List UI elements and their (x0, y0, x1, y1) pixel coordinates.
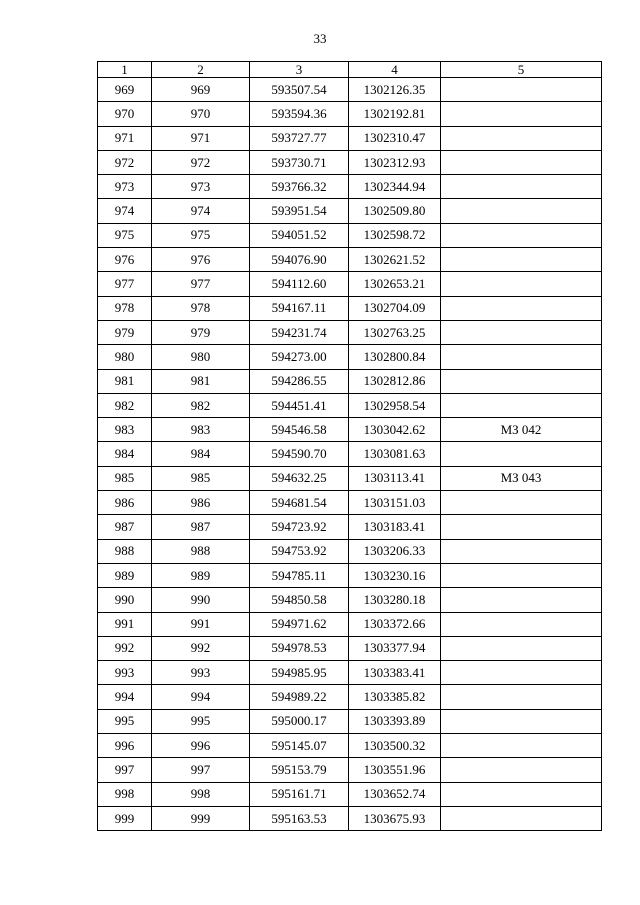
cell-point-number: 999 (98, 806, 152, 830)
table-row (98, 685, 602, 709)
cell-note (441, 661, 602, 685)
cell-point-id: 970 (152, 102, 250, 126)
cell-note (441, 636, 602, 660)
cell-point-number: 973 (98, 175, 152, 199)
cell-point-number: 971 (98, 126, 152, 150)
cell-y-coordinate: 1303081.63 (349, 442, 441, 466)
cell-point-number: 989 (98, 563, 152, 587)
table-row (98, 734, 602, 758)
cell-point-id: 996 (152, 734, 250, 758)
cell-y-coordinate: 1302621.52 (349, 248, 441, 272)
table-header (98, 62, 602, 78)
cell-point-id: 969 (152, 78, 250, 102)
cell-y-coordinate: 1303675.93 (349, 806, 441, 830)
table-row (98, 515, 602, 539)
table-row (98, 636, 602, 660)
table-row (98, 345, 602, 369)
cell-point-number: 986 (98, 491, 152, 515)
cell-point-id: 986 (152, 491, 250, 515)
cell-point-number: 985 (98, 466, 152, 490)
header-col-4: 4 (349, 62, 441, 78)
cell-point-number: 987 (98, 515, 152, 539)
cell-point-id: 981 (152, 369, 250, 393)
cell-x-coordinate: 594753.92 (250, 539, 349, 563)
table-row (98, 466, 602, 490)
cell-point-number: 972 (98, 150, 152, 174)
cell-point-number: 988 (98, 539, 152, 563)
cell-note (441, 393, 602, 417)
cell-y-coordinate: 1303385.82 (349, 685, 441, 709)
table-row (98, 588, 602, 612)
cell-note (441, 369, 602, 393)
cell-note (441, 102, 602, 126)
cell-x-coordinate: 595145.07 (250, 734, 349, 758)
table-row (98, 709, 602, 733)
cell-point-id: 985 (152, 466, 250, 490)
table-row (98, 223, 602, 247)
cell-note (441, 782, 602, 806)
cell-point-id: 997 (152, 758, 250, 782)
cell-note (441, 758, 602, 782)
cell-x-coordinate: 594590.70 (250, 442, 349, 466)
cell-point-number: 975 (98, 223, 152, 247)
cell-note (441, 296, 602, 320)
cell-point-id: 999 (152, 806, 250, 830)
cell-point-id: 993 (152, 661, 250, 685)
cell-x-coordinate: 594632.25 (250, 466, 349, 490)
cell-point-id: 988 (152, 539, 250, 563)
cell-note (441, 709, 602, 733)
table-row (98, 248, 602, 272)
cell-note (441, 248, 602, 272)
cell-point-id: 987 (152, 515, 250, 539)
table-row (98, 369, 602, 393)
table-row (98, 199, 602, 223)
cell-x-coordinate: 593951.54 (250, 199, 349, 223)
cell-point-id: 989 (152, 563, 250, 587)
cell-y-coordinate: 1303551.96 (349, 758, 441, 782)
cell-x-coordinate: 594451.41 (250, 393, 349, 417)
cell-point-id: 979 (152, 320, 250, 344)
cell-note (441, 563, 602, 587)
cell-point-number: 997 (98, 758, 152, 782)
cell-x-coordinate: 594785.11 (250, 563, 349, 587)
cell-note: МЗ 042 (441, 418, 602, 442)
cell-note (441, 78, 602, 102)
cell-point-id: 978 (152, 296, 250, 320)
cell-point-id: 973 (152, 175, 250, 199)
cell-x-coordinate: 595153.79 (250, 758, 349, 782)
cell-x-coordinate: 593766.32 (250, 175, 349, 199)
cell-point-number: 990 (98, 588, 152, 612)
cell-y-coordinate: 1302312.93 (349, 150, 441, 174)
cell-y-coordinate: 1302653.21 (349, 272, 441, 296)
cell-note (441, 806, 602, 830)
cell-point-number: 970 (98, 102, 152, 126)
cell-note (441, 199, 602, 223)
cell-x-coordinate: 593730.71 (250, 150, 349, 174)
cell-point-id: 977 (152, 272, 250, 296)
cell-point-number: 991 (98, 612, 152, 636)
table-row (98, 806, 602, 830)
table-row (98, 758, 602, 782)
cell-point-number: 984 (98, 442, 152, 466)
table-row (98, 661, 602, 685)
table-row (98, 442, 602, 466)
table-row (98, 126, 602, 150)
header-row (98, 62, 602, 78)
cell-note (441, 223, 602, 247)
cell-x-coordinate: 594971.62 (250, 612, 349, 636)
cell-y-coordinate: 1303280.18 (349, 588, 441, 612)
table-row (98, 782, 602, 806)
cell-x-coordinate: 594231.74 (250, 320, 349, 344)
cell-y-coordinate: 1303383.41 (349, 661, 441, 685)
cell-point-id: 975 (152, 223, 250, 247)
cell-x-coordinate: 594076.90 (250, 248, 349, 272)
cell-point-number: 994 (98, 685, 152, 709)
cell-point-number: 974 (98, 199, 152, 223)
cell-x-coordinate: 594546.58 (250, 418, 349, 442)
table-row (98, 175, 602, 199)
cell-note: МЗ 043 (441, 466, 602, 490)
cell-y-coordinate: 1302344.94 (349, 175, 441, 199)
cell-x-coordinate: 595163.53 (250, 806, 349, 830)
cell-point-number: 982 (98, 393, 152, 417)
coordinates-table (97, 61, 602, 831)
cell-point-number: 969 (98, 78, 152, 102)
cell-point-number: 977 (98, 272, 152, 296)
cell-point-number: 992 (98, 636, 152, 660)
cell-y-coordinate: 1303151.03 (349, 491, 441, 515)
cell-note (441, 442, 602, 466)
cell-y-coordinate: 1303230.16 (349, 563, 441, 587)
cell-point-number: 996 (98, 734, 152, 758)
table-row (98, 150, 602, 174)
header-col-2: 2 (152, 62, 250, 78)
cell-x-coordinate: 594051.52 (250, 223, 349, 247)
cell-y-coordinate: 1303113.41 (349, 466, 441, 490)
cell-y-coordinate: 1302192.81 (349, 102, 441, 126)
cell-note (441, 588, 602, 612)
cell-point-id: 992 (152, 636, 250, 660)
cell-note (441, 150, 602, 174)
cell-x-coordinate: 593727.77 (250, 126, 349, 150)
table-row (98, 320, 602, 344)
cell-x-coordinate: 594850.58 (250, 588, 349, 612)
table-row (98, 272, 602, 296)
cell-point-id: 995 (152, 709, 250, 733)
cell-point-id: 980 (152, 345, 250, 369)
cell-point-id: 971 (152, 126, 250, 150)
cell-y-coordinate: 1302126.35 (349, 78, 441, 102)
cell-y-coordinate: 1303377.94 (349, 636, 441, 660)
cell-y-coordinate: 1302310.47 (349, 126, 441, 150)
cell-point-id: 994 (152, 685, 250, 709)
cell-point-number: 983 (98, 418, 152, 442)
cell-point-id: 983 (152, 418, 250, 442)
cell-x-coordinate: 594978.53 (250, 636, 349, 660)
cell-note (441, 612, 602, 636)
header-col-3: 3 (250, 62, 349, 78)
table-row (98, 612, 602, 636)
cell-x-coordinate: 594985.95 (250, 661, 349, 685)
table-row (98, 563, 602, 587)
cell-point-id: 974 (152, 199, 250, 223)
cell-point-number: 978 (98, 296, 152, 320)
cell-point-id: 998 (152, 782, 250, 806)
cell-note (441, 345, 602, 369)
cell-x-coordinate: 594273.00 (250, 345, 349, 369)
header-col-1: 1 (98, 62, 152, 78)
cell-note (441, 272, 602, 296)
cell-point-number: 979 (98, 320, 152, 344)
cell-y-coordinate: 1302800.84 (349, 345, 441, 369)
table-row (98, 102, 602, 126)
header-col-5: 5 (441, 62, 602, 78)
table-row (98, 393, 602, 417)
cell-point-id: 982 (152, 393, 250, 417)
cell-x-coordinate: 594167.11 (250, 296, 349, 320)
cell-y-coordinate: 1302704.09 (349, 296, 441, 320)
cell-x-coordinate: 595000.17 (250, 709, 349, 733)
cell-y-coordinate: 1302958.54 (349, 393, 441, 417)
table-row (98, 296, 602, 320)
cell-x-coordinate: 594286.55 (250, 369, 349, 393)
cell-y-coordinate: 1302509.80 (349, 199, 441, 223)
cell-point-number: 993 (98, 661, 152, 685)
cell-x-coordinate: 595161.71 (250, 782, 349, 806)
cell-note (441, 320, 602, 344)
cell-y-coordinate: 1303652.74 (349, 782, 441, 806)
table-body (98, 78, 602, 831)
table-row (98, 539, 602, 563)
cell-note (441, 734, 602, 758)
cell-y-coordinate: 1303393.89 (349, 709, 441, 733)
cell-y-coordinate: 1302812.86 (349, 369, 441, 393)
cell-point-id: 976 (152, 248, 250, 272)
cell-point-number: 981 (98, 369, 152, 393)
cell-point-id: 984 (152, 442, 250, 466)
cell-note (441, 491, 602, 515)
cell-y-coordinate: 1303183.41 (349, 515, 441, 539)
cell-x-coordinate: 594723.92 (250, 515, 349, 539)
table-row (98, 78, 602, 102)
cell-note (441, 685, 602, 709)
cell-y-coordinate: 1303042.62 (349, 418, 441, 442)
table-row (98, 418, 602, 442)
cell-y-coordinate: 1302598.72 (349, 223, 441, 247)
cell-point-id: 991 (152, 612, 250, 636)
cell-y-coordinate: 1302763.25 (349, 320, 441, 344)
cell-note (441, 126, 602, 150)
cell-point-number: 980 (98, 345, 152, 369)
cell-y-coordinate: 1303500.32 (349, 734, 441, 758)
table-row (98, 491, 602, 515)
cell-point-number: 995 (98, 709, 152, 733)
cell-note (441, 539, 602, 563)
page-number: 33 (313, 31, 327, 46)
cell-y-coordinate: 1303206.33 (349, 539, 441, 563)
cell-point-id: 972 (152, 150, 250, 174)
cell-point-id: 990 (152, 588, 250, 612)
cell-y-coordinate: 1303372.66 (349, 612, 441, 636)
cell-note (441, 175, 602, 199)
cell-x-coordinate: 593507.54 (250, 78, 349, 102)
cell-note (441, 515, 602, 539)
cell-x-coordinate: 594112.60 (250, 272, 349, 296)
cell-x-coordinate: 593594.36 (250, 102, 349, 126)
cell-x-coordinate: 594989.22 (250, 685, 349, 709)
cell-point-number: 998 (98, 782, 152, 806)
cell-point-number: 976 (98, 248, 152, 272)
cell-x-coordinate: 594681.54 (250, 491, 349, 515)
